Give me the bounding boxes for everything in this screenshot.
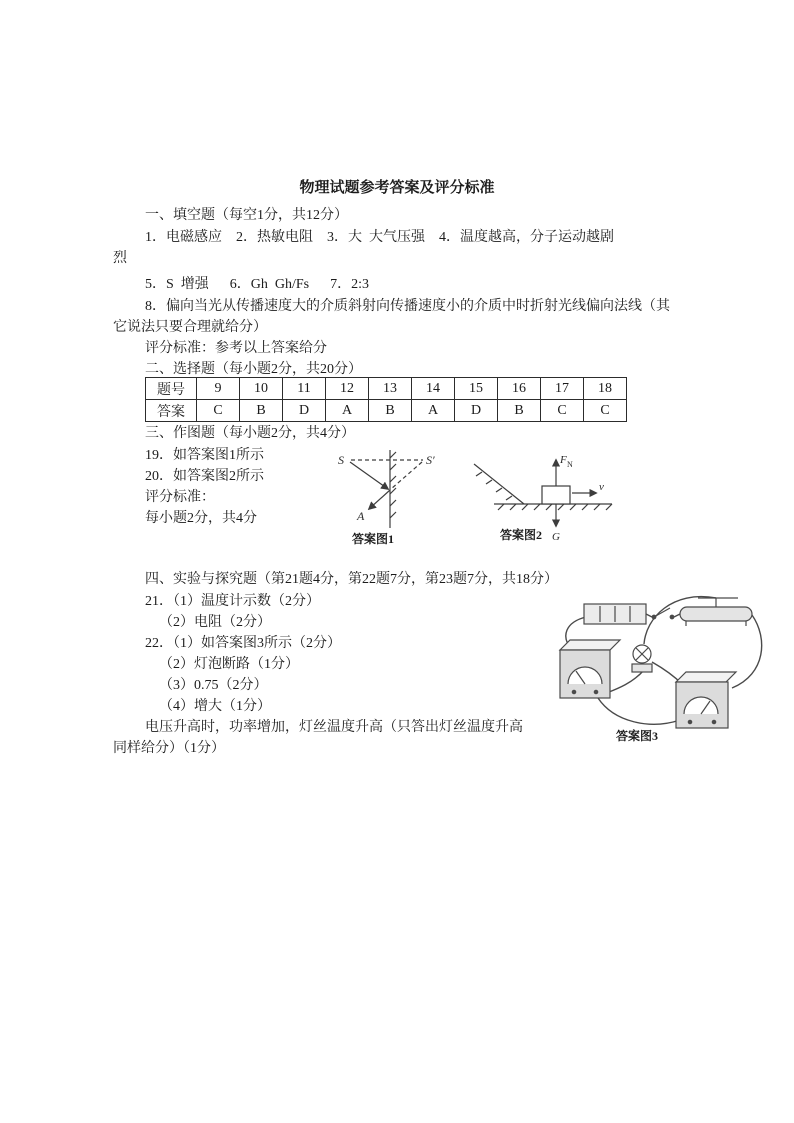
table-cell: A <box>326 400 369 422</box>
section3-grading-text: 每小题2分，共4分 <box>145 511 257 526</box>
item-22-1: 22．（1）如答案图3所示（2分） <box>145 636 341 651</box>
item-21-1: 21．（1）温度计示数（2分） <box>145 594 320 609</box>
incline-surface <box>474 464 524 504</box>
item-19: 19．如答案图1所示 <box>145 448 264 463</box>
table-row-question-numbers <box>146 378 627 400</box>
page-title: 物理试题参考答案及评分标准 <box>299 180 495 196</box>
fig2-label-gravity: G <box>552 531 560 543</box>
table-cell: 答案 <box>146 400 197 422</box>
fill-in-answers-line2: 5．S 增强 6．Gh Gh/Fs 7．2:3 <box>145 277 370 292</box>
voltmeter <box>560 640 620 698</box>
table-cell: 11 <box>283 378 326 400</box>
fill-in-answers-line3: 8．偏向当光从传播速度大的介质斜射向传播速度小的介质中时折射光线偏向法线（其 <box>145 299 670 314</box>
item-22-4: （4）增大（1分） <box>159 699 271 714</box>
table-cell: 16 <box>498 378 541 400</box>
item-21-2: （2）电阻（2分） <box>159 615 271 630</box>
fig2-label-velocity: v <box>599 481 604 493</box>
section4-heading: 四、实验与探究题（第21题4分，第22题7分，第23题7分，共18分） <box>145 572 558 587</box>
item-20: 20．如答案图2所示 <box>145 469 264 484</box>
table-cell: 18 <box>584 378 627 400</box>
fill-in-answers-line3-wrap: 它说法只要合理就给分） <box>113 320 267 335</box>
ammeter <box>676 672 736 728</box>
table-cell: D <box>283 400 326 422</box>
rheostat <box>680 598 752 626</box>
table-cell: D <box>455 400 498 422</box>
table-row-answers <box>146 400 627 422</box>
table-cell: B <box>498 400 541 422</box>
choice-answer-table <box>145 377 627 422</box>
section3-heading: 三、作图题（每小题2分，共4分） <box>145 426 355 441</box>
figure1-caption: 答案图1 <box>352 532 395 546</box>
item-22-3: （3）0.75（2分） <box>159 678 268 693</box>
table-cell: B <box>240 400 283 422</box>
image-ray-dashed <box>391 462 422 489</box>
table-cell: 15 <box>455 378 498 400</box>
figure3-caption: 答案图3 <box>616 729 659 743</box>
fill-in-answers-line1: 1．电磁感应 2．热敏电阻 3．大 大气压强 4．温度越高，分子运动越剧 <box>145 230 614 245</box>
table-cell: C <box>197 400 240 422</box>
fig1-label-point-a: A <box>357 509 365 523</box>
table-cell: B <box>369 400 412 422</box>
item-22-note-line1: 电压升高时，功率增加，灯丝温度升高（只答出灯丝温度升高 <box>145 720 523 735</box>
table-cell: 10 <box>240 378 283 400</box>
table-cell: 14 <box>412 378 455 400</box>
answer-figure-3 <box>548 590 768 740</box>
fig2-label-normal-force: F <box>560 454 567 466</box>
section1-heading: 一、填空题（每空1分，共12分） <box>145 208 348 223</box>
battery <box>584 604 646 624</box>
fig1-label-image: S′ <box>426 453 435 467</box>
section3-grading-label: 评分标准： <box>145 490 215 505</box>
table-cell: A <box>412 400 455 422</box>
table-cell: 17 <box>541 378 584 400</box>
reflected-ray <box>369 490 390 509</box>
item-22-2: （2）灯泡断路（1分） <box>159 657 299 672</box>
block <box>542 486 570 504</box>
fig2-label-normal-force-sub: N <box>567 460 573 469</box>
section1-grading: 评分标准：参考以上答案给分 <box>145 341 327 356</box>
lamp <box>632 645 652 672</box>
incident-ray <box>350 462 388 489</box>
table-cell: C <box>584 400 627 422</box>
table-cell: C <box>541 400 584 422</box>
item-22-note-line2: 同样给分）（1分） <box>113 741 225 756</box>
table-cell: 9 <box>197 378 240 400</box>
table-cell: 13 <box>369 378 412 400</box>
fig1-label-source: S <box>338 453 344 467</box>
fill-in-answers-line1-wrap: 烈 <box>113 251 127 266</box>
table-cell: 题号 <box>146 378 197 400</box>
table-cell: 12 <box>326 378 369 400</box>
figure2-caption: 答案图2 <box>500 528 543 542</box>
section2-heading: 二、选择题（每小题2分，共20分） <box>145 362 362 377</box>
